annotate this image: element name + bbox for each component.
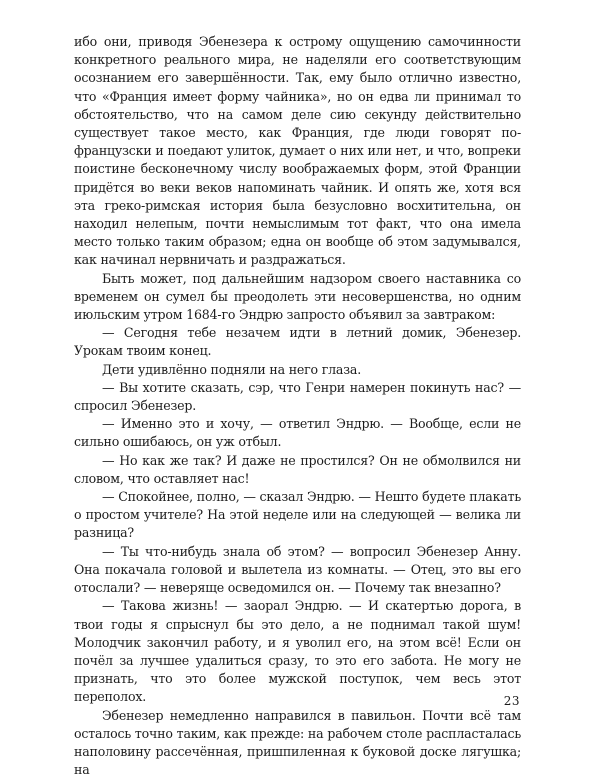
- page-body: [74, 33, 521, 779]
- paragraph: — Вы хотите сказать, сэр, что Генри намерен покинуть нас? — спросил Эбенезер.: [74, 379, 521, 414]
- paragraph: — Спокойнее, полно, — сказал Эндрю. — Нешто будете плакать о простом учителе? На этой неделе или на следующей — велика ли разница?: [74, 489, 521, 541]
- page-number: 23: [503, 694, 520, 708]
- paragraph: Дети удивлённо подняли на него глаза.: [102, 361, 362, 377]
- paragraph: — Ты что-нибудь знала об этом? — вопросил Эбенезер Анну. Она покачала головой и вылетела из комнаты. — Отец, это вы его отослали? — неверяще осведомился он. — Почему так внезапно?: [74, 543, 521, 596]
- paragraph: — Но как же так? И даже не простился? Он не обмолвился ни словом, что оставляет нас!: [74, 452, 521, 486]
- paragraph: — Сегодня тебе незачем идти в летний домик, Эбенезер. Урокам твоим конец.: [74, 325, 521, 359]
- paragraph: ибо они, приводя Эбенезера к острому ощущению самочинности конкретного реального мира, не наделяли его соответствующим осознанием его завершённости. Так, ему было отлично известно, что «Франция имеет форму чайника», но он едва ли принимал то обстоятельство, что на самом деле сию секунду действительно существует такое место, как Франция, где люди говорят по-французски и поедают улиток, думает о них или нет, и что, вопреки поистине бесконечному числу воображаемых форм, этой Франции придётся во веки веков напоминать чайник. И опять же, хотя вся эта греко-римская история была безусловно восхитительна, он находил нелепым, почти немыслимым тот факт, что она имела место только таким образом; една он вообще об этом задумывался, как начинал нервничать и раздражаться.: [74, 34, 521, 268]
- paragraph: — Именно это и хочу, — ответил Эндрю. — Вообще, если не сильно ошибаюсь, он уж отбыл.: [74, 416, 521, 450]
- paragraph: Эбенезер немедленно направился в павильон. Почти всё там осталось точно таким, как прежде: на рабочем столе распласталась наполовину рассечённая, пришпиленная к буковой доске лягушка; на: [74, 707, 521, 778]
- paragraph: Быть может, под дальнейшим надзором своего наставника со временем он сумел бы преодолеть эти несовершенства, но одним июльским утром 1684-го Эндрю запросто объявил за завтраком:: [74, 270, 521, 323]
- paragraph: — Такова жизнь! — заорал Эндрю. — И скатертью дорога, в твои годы я спрыснул бы это дело, а не поднимал такой шум! Молодчик закончил работу, и я уволил его, на этом всё! Если он почёл за лучшее удалиться сразу, то это его забота. Не могу не признать, что это более мужской поступок, чем весь этот переполох.: [74, 598, 521, 705]
